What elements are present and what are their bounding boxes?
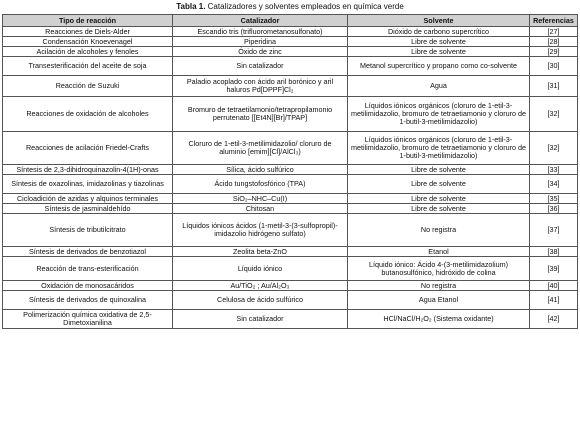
cell-referencia: [39] — [530, 257, 578, 281]
cell-referencia: [28] — [530, 37, 578, 47]
cell-tipo: Acilación de alcoholes y fenoles — [3, 47, 173, 57]
cell-catalizador: Escandio tris (trifluorometanosulfonato) — [173, 27, 348, 37]
cell-catalizador: Zeolita beta-ZnO — [173, 247, 348, 257]
table-row — [3, 57, 578, 76]
catalysts-table — [2, 14, 578, 329]
cell-tipo: Síntesis de tributilcitrato — [3, 214, 173, 247]
cell-solvente: Libre de solvente — [348, 37, 530, 47]
cell-tipo: Síntesis de 2,3-dihidroquinazolin-4(1H)-onas — [3, 165, 173, 175]
cell-catalizador: Paladio acoplado con ácido aril borónico y aril haluros Pd[DPPF]Cl₂ — [173, 76, 348, 97]
cell-catalizador: Au/TiO₂ ; Au/Al₂O₃ — [173, 281, 348, 291]
cell-tipo: Transesterificación del aceite de soja — [3, 57, 173, 76]
cell-catalizador: Líquido iónico — [173, 257, 348, 281]
cell-solvente: Etanol — [348, 247, 530, 257]
table-row — [3, 27, 578, 37]
table-row — [3, 37, 578, 47]
cell-tipo: Reacciones de oxidación de alcoholes — [3, 97, 173, 132]
cell-solvente: Libre de solvente — [348, 204, 530, 214]
cell-referencia: [27] — [530, 27, 578, 37]
table-row — [3, 291, 578, 310]
cell-referencia: [30] — [530, 57, 578, 76]
cell-referencia: [31] — [530, 76, 578, 97]
table-row — [3, 165, 578, 175]
cell-solvente: Libre de solvente — [348, 194, 530, 204]
header-solvente: Solvente — [348, 15, 530, 27]
cell-solvente: Dióxido de carbono supercrítico — [348, 27, 530, 37]
cell-solvente: Líquidos iónicos orgánicos (cloruro de 1-etil-3-metilimidazolio, bromuro de tetraetiamonio y cloruro de 1-butil-3-metilimidazolio) — [348, 97, 530, 132]
table-row — [3, 247, 578, 257]
cell-tipo: Reacciones de Diels-Alder — [3, 27, 173, 37]
table-row — [3, 214, 578, 247]
cell-catalizador: Óxido de zinc — [173, 47, 348, 57]
cell-referencia: [42] — [530, 310, 578, 329]
cell-referencia: [37] — [530, 214, 578, 247]
cell-solvente: No registra — [348, 281, 530, 291]
cell-tipo: Síntesis de jasminaldehído — [3, 204, 173, 214]
cell-tipo: Condensación Knoevenagel — [3, 37, 173, 47]
cell-solvente: Líquido iónico: Ácido 4-(3-metilimidazolium) butanosulfónico, hidróxido de colina — [348, 257, 530, 281]
cell-referencia: [40] — [530, 281, 578, 291]
table-row — [3, 132, 578, 165]
cell-catalizador: Sílica, ácido sulfúrico — [173, 165, 348, 175]
cell-referencia: [38] — [530, 247, 578, 257]
header-referencias: Referencias — [530, 15, 578, 27]
table-row — [3, 47, 578, 57]
cell-catalizador: Sin catalizador — [173, 57, 348, 76]
cell-tipo: Síntesis de derivados de benzotiazol — [3, 247, 173, 257]
cell-catalizador: SiO₂–NHC–Cu(I) — [173, 194, 348, 204]
cell-tipo: Reacción de Suzuki — [3, 76, 173, 97]
cell-referencia: [32] — [530, 97, 578, 132]
cell-solvente: Libre de solvente — [348, 175, 530, 194]
cell-referencia: [32] — [530, 132, 578, 165]
header-catalizador: Catalizador — [173, 15, 348, 27]
table-row — [3, 175, 578, 194]
table-row — [3, 204, 578, 214]
cell-tipo: Oxidación de monosacáridos — [3, 281, 173, 291]
table-row — [3, 97, 578, 132]
cell-catalizador: Bromuro de tetraetilamonio/tetrapropilamonio perrutenato [[Et4N][Br]/TPAP] — [173, 97, 348, 132]
cell-tipo: Cicloadición de azidas y alquinos terminales — [3, 194, 173, 204]
cell-solvente: Agua Etanol — [348, 291, 530, 310]
cell-referencia: [34] — [530, 175, 578, 194]
cell-referencia: [35] — [530, 194, 578, 204]
cell-catalizador: Chitosan — [173, 204, 348, 214]
cell-catalizador: Líquidos iónicos ácidos (1-metil-3-(3-sulfopropil)-imidazolio hidrógeno sulfato) — [173, 214, 348, 247]
caption-text: Catalizadores y solventes empleados en química verde — [207, 2, 404, 11]
cell-catalizador: Ácido tungstofosfórico (TPA) — [173, 175, 348, 194]
cell-referencia: [29] — [530, 47, 578, 57]
cell-solvente: Agua — [348, 76, 530, 97]
cell-referencia: [36] — [530, 204, 578, 214]
cell-tipo: Reacción de trans-esterificación — [3, 257, 173, 281]
cell-tipo: Reacciones de acilación Friedel-Crafts — [3, 132, 173, 165]
cell-solvente: No registra — [348, 214, 530, 247]
table-row — [3, 76, 578, 97]
cell-tipo: Síntesis de oxazolinas, imidazolinas y tiazolinas — [3, 175, 173, 194]
table-row — [3, 310, 578, 329]
table-header-row — [3, 15, 578, 27]
cell-referencia: [33] — [530, 165, 578, 175]
cell-solvente: Libre de solvente — [348, 165, 530, 175]
table-row — [3, 194, 578, 204]
cell-solvente: HCl/NaCl/H₂O₂ (Sistema oxidante) — [348, 310, 530, 329]
table-row — [3, 281, 578, 291]
cell-solvente: Líquidos iónicos orgánicos (cloruro de 1-etil-3-metilimidazolio, bromuro de tetraetiamonio y cloruro de 1-butil-3-metilimidazolio) — [348, 132, 530, 165]
caption-label: Tabla 1. — [176, 2, 206, 11]
table-row — [3, 257, 578, 281]
cell-referencia: [41] — [530, 291, 578, 310]
cell-catalizador: Sin catalizador — [173, 310, 348, 329]
cell-solvente: Metanol supercrítico y propano como co-solvente — [348, 57, 530, 76]
cell-solvente: Libre de solvente — [348, 47, 530, 57]
table-caption — [0, 2, 580, 11]
cell-catalizador: Celulosa de ácido sulfúrico — [173, 291, 348, 310]
cell-tipo: Síntesis de derivados de quinoxalina — [3, 291, 173, 310]
cell-tipo: Polimerización química oxidativa de 2,5-Dimetoxianilina — [3, 310, 173, 329]
cell-catalizador: Cloruro de 1-etil-3-metilimidazolio/ cloruro de aluminio [emim][Cl]/AlCl₃) — [173, 132, 348, 165]
cell-catalizador: Piperidina — [173, 37, 348, 47]
header-tipo: Tipo de reacción — [3, 15, 173, 27]
